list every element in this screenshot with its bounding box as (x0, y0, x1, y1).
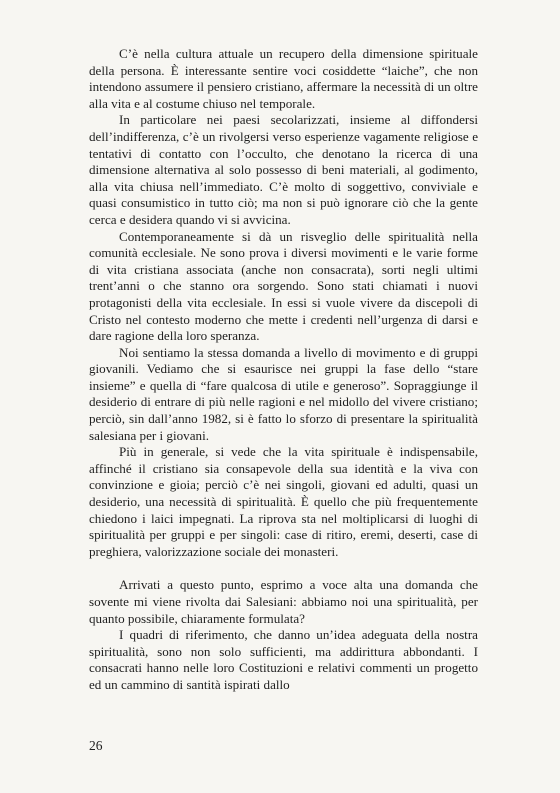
paragraph-5: Più in generale, si vede che la vita spirituale è indispensabile, affinché il cristiano sia consapevole della sua identità e la viva con convinzione e gioia; perciò c’è nei singoli, giovani ed adulti, quasi un desiderio, una necessità di spiritualità. È quello che più frequentemente chiedono i laici impegnati. La riprova sta nel moltiplicarsi di luoghi di spiritualità per gruppi e per singoli: case di ritiro, eremi, deserti, case di preghiera, valorizzazione sociale dei monasteri. (89, 444, 478, 559)
body-text (89, 46, 478, 694)
paragraph-2: In particolare nei paesi secolarizzati, insieme al diffondersi dell’indifferenza, c’è un rivolgersi verso esperienze vagamente religiose e tentativi di contatto con l’occulto, che denotano la ricerca di una dimensione alternativa al solo possesso di beni materiali, al godimento, alla vita chiusa nell’immediato. C’è molto di soggettivo, conviviale e quasi consumistico in tutto ciò; ma non si può ignorare ciò che la gente cerca e desidera quando vi si avvicina. (89, 112, 478, 227)
paragraph-4: Noi sentiamo la stessa domanda a livello di movimento e di gruppi giovanili. Vediamo che si esaurisce nei gruppi la fase dello “stare insieme” e quella di “fare qualcosa di utile e generoso”. Sopraggiunge il desiderio di entrare di più nelle ragioni e nel midollo del vivere cristiano; perciò, sin dall’anno 1982, si è fatto lo sforzo di presentare la spiritualità salesiana per i giovani. (89, 344, 478, 443)
paragraph-7: I quadri di riferimento, che danno un’idea adeguata della nostra spiritualità, sono non solo sufficienti, ma addirittura abbondanti. I consacrati hanno nelle loro Costituzioni e relativi commenti un progetto ed un cammino di santità ispirati dallo (89, 627, 478, 692)
page-number: 26 (89, 738, 103, 753)
paragraph-3: Contemporaneamente si dà un risveglio delle spiritualità nella comunità ecclesiale. Ne sono prova i diversi movimenti e le varie forme di vita cristiana associata (anche non consacrata), sorti negli ultimi trent’anni o che stanno ora sorgendo. Sono stati chiamati i nuovi protagonisti della vita ecclesiale. In essi si vuole vivere da discepoli di Cristo nel contesto moderno che mette i credenti nell’urgenza di darsi e dare ragione della loro speranza. (89, 228, 478, 344)
paragraph-6: Arrivati a questo punto, esprimo a voce alta una domanda che sovente mi viene rivolta dai Salesiani: abbiamo noi una spiritualità, per quanto possibile, chiaramente formulata? (89, 577, 478, 626)
paragraph-1: C’è nella cultura attuale un recupero della dimensione spirituale della persona. È interessante sentire voci cosiddette “laiche”, che non intendono assumere il pensiero cristiano, affermare la necessità di un oltre alla vita e al costume chiuso nel temporale. (89, 46, 478, 111)
